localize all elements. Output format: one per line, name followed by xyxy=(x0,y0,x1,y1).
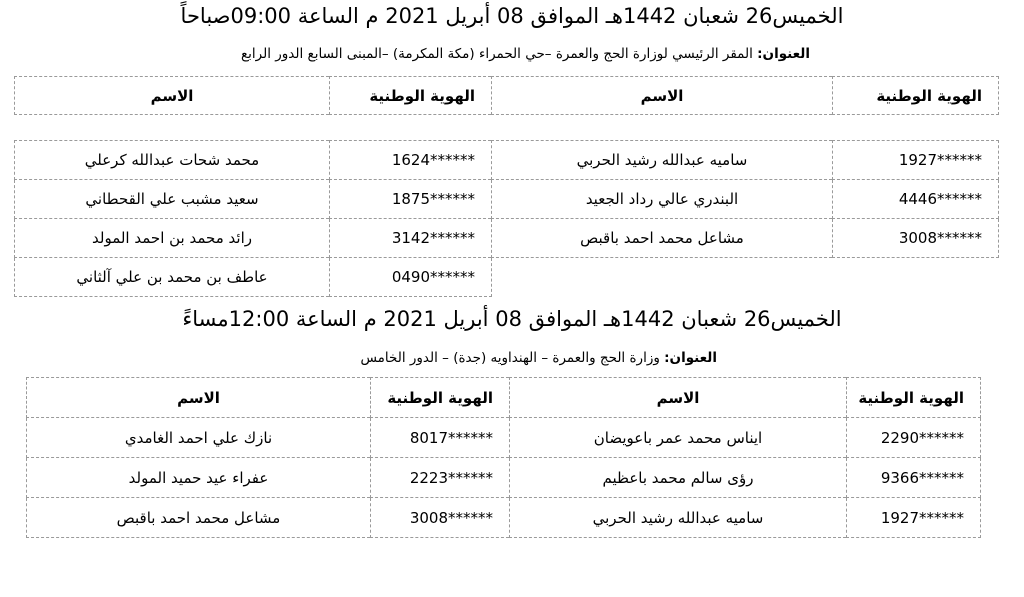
header-id: الهوية الوطنية xyxy=(330,77,492,115)
national-id-cell: 1624****** xyxy=(330,141,492,180)
empty-cell xyxy=(492,258,833,297)
national-id-cell: 9366****** xyxy=(847,458,981,498)
header-id: الهوية الوطنية xyxy=(371,378,510,418)
header-name: الاسم xyxy=(15,77,330,115)
name-cell: البندري عالي رداد الجعيد xyxy=(492,180,833,219)
national-id-cell: 3142****** xyxy=(330,219,492,258)
header-row xyxy=(15,77,999,115)
table-row xyxy=(15,180,999,219)
national-id-cell: 4446****** xyxy=(833,180,999,219)
name-cell: عفراء عيد حميد المولد xyxy=(27,458,371,498)
table-row xyxy=(27,418,981,458)
session1-table xyxy=(14,140,999,297)
name-cell: ايناس محمد عمر باعويضان xyxy=(510,418,847,458)
national-id-cell: 2290****** xyxy=(847,418,981,458)
header-row xyxy=(27,378,981,418)
header-id: الهوية الوطنية xyxy=(847,378,981,418)
national-id-cell: 2223****** xyxy=(371,458,510,498)
name-cell: رائد محمد بن احمد المولد xyxy=(15,219,330,258)
national-id-cell: 3008****** xyxy=(371,498,510,538)
session2-address xyxy=(360,350,717,366)
session1-address xyxy=(241,46,810,62)
session2-title: الخميس26 شعبان 1442هـ الموافق 08 أبريل 2021 م الساعة 12:00مساءً xyxy=(182,307,842,331)
table-row xyxy=(15,219,999,258)
national-id-cell: 1927****** xyxy=(833,141,999,180)
session2-table xyxy=(26,377,981,538)
table-row xyxy=(15,141,999,180)
table-row xyxy=(15,258,999,297)
session2-address-text: وزارة الحج والعمرة – الهنداويه (جدة) – الدور الخامس xyxy=(360,350,665,366)
session2-address-label: العنوان: xyxy=(664,350,717,366)
header-name: الاسم xyxy=(27,378,371,418)
session1-header-table xyxy=(14,76,999,115)
session1-title: الخميس26 شعبان 1442هـ الموافق 08 أبريل 2021 م الساعة 09:00صباحاً xyxy=(180,4,844,28)
name-cell: ساميه عبدالله رشيد الحربي xyxy=(492,141,833,180)
name-cell: ساميه عبدالله رشيد الحربي xyxy=(510,498,847,538)
header-name: الاسم xyxy=(492,77,833,115)
national-id-cell: 3008****** xyxy=(833,219,999,258)
session1-address-label: العنوان: xyxy=(757,46,810,62)
table-row xyxy=(27,458,981,498)
name-cell: سعيد مشبب علي القحطاني xyxy=(15,180,330,219)
session1-address-text: المقر الرئيسي لوزارة الحج والعمرة –حي الحمراء (مكة المكرمة) –المبنى السابع الدور الرابع xyxy=(240,46,758,62)
name-cell: رؤى سالم محمد باعظيم xyxy=(510,458,847,498)
table-row xyxy=(27,498,981,538)
name-cell: مشاعل محمد احمد باقبص xyxy=(492,219,833,258)
national-id-cell: 1875****** xyxy=(330,180,492,219)
name-cell: محمد شحات عبدالله كرعلي xyxy=(15,141,330,180)
header-name: الاسم xyxy=(510,378,847,418)
national-id-cell: 1927****** xyxy=(847,498,981,538)
name-cell: نازك علي احمد الغامدي xyxy=(27,418,371,458)
empty-cell xyxy=(833,258,999,297)
name-cell: مشاعل محمد احمد باقبص xyxy=(27,498,371,538)
name-cell: عاطف بن محمد بن علي آلثاني xyxy=(15,258,330,297)
national-id-cell: 0490****** xyxy=(330,258,492,297)
national-id-cell: 8017****** xyxy=(371,418,510,458)
header-id: الهوية الوطنية xyxy=(833,77,999,115)
